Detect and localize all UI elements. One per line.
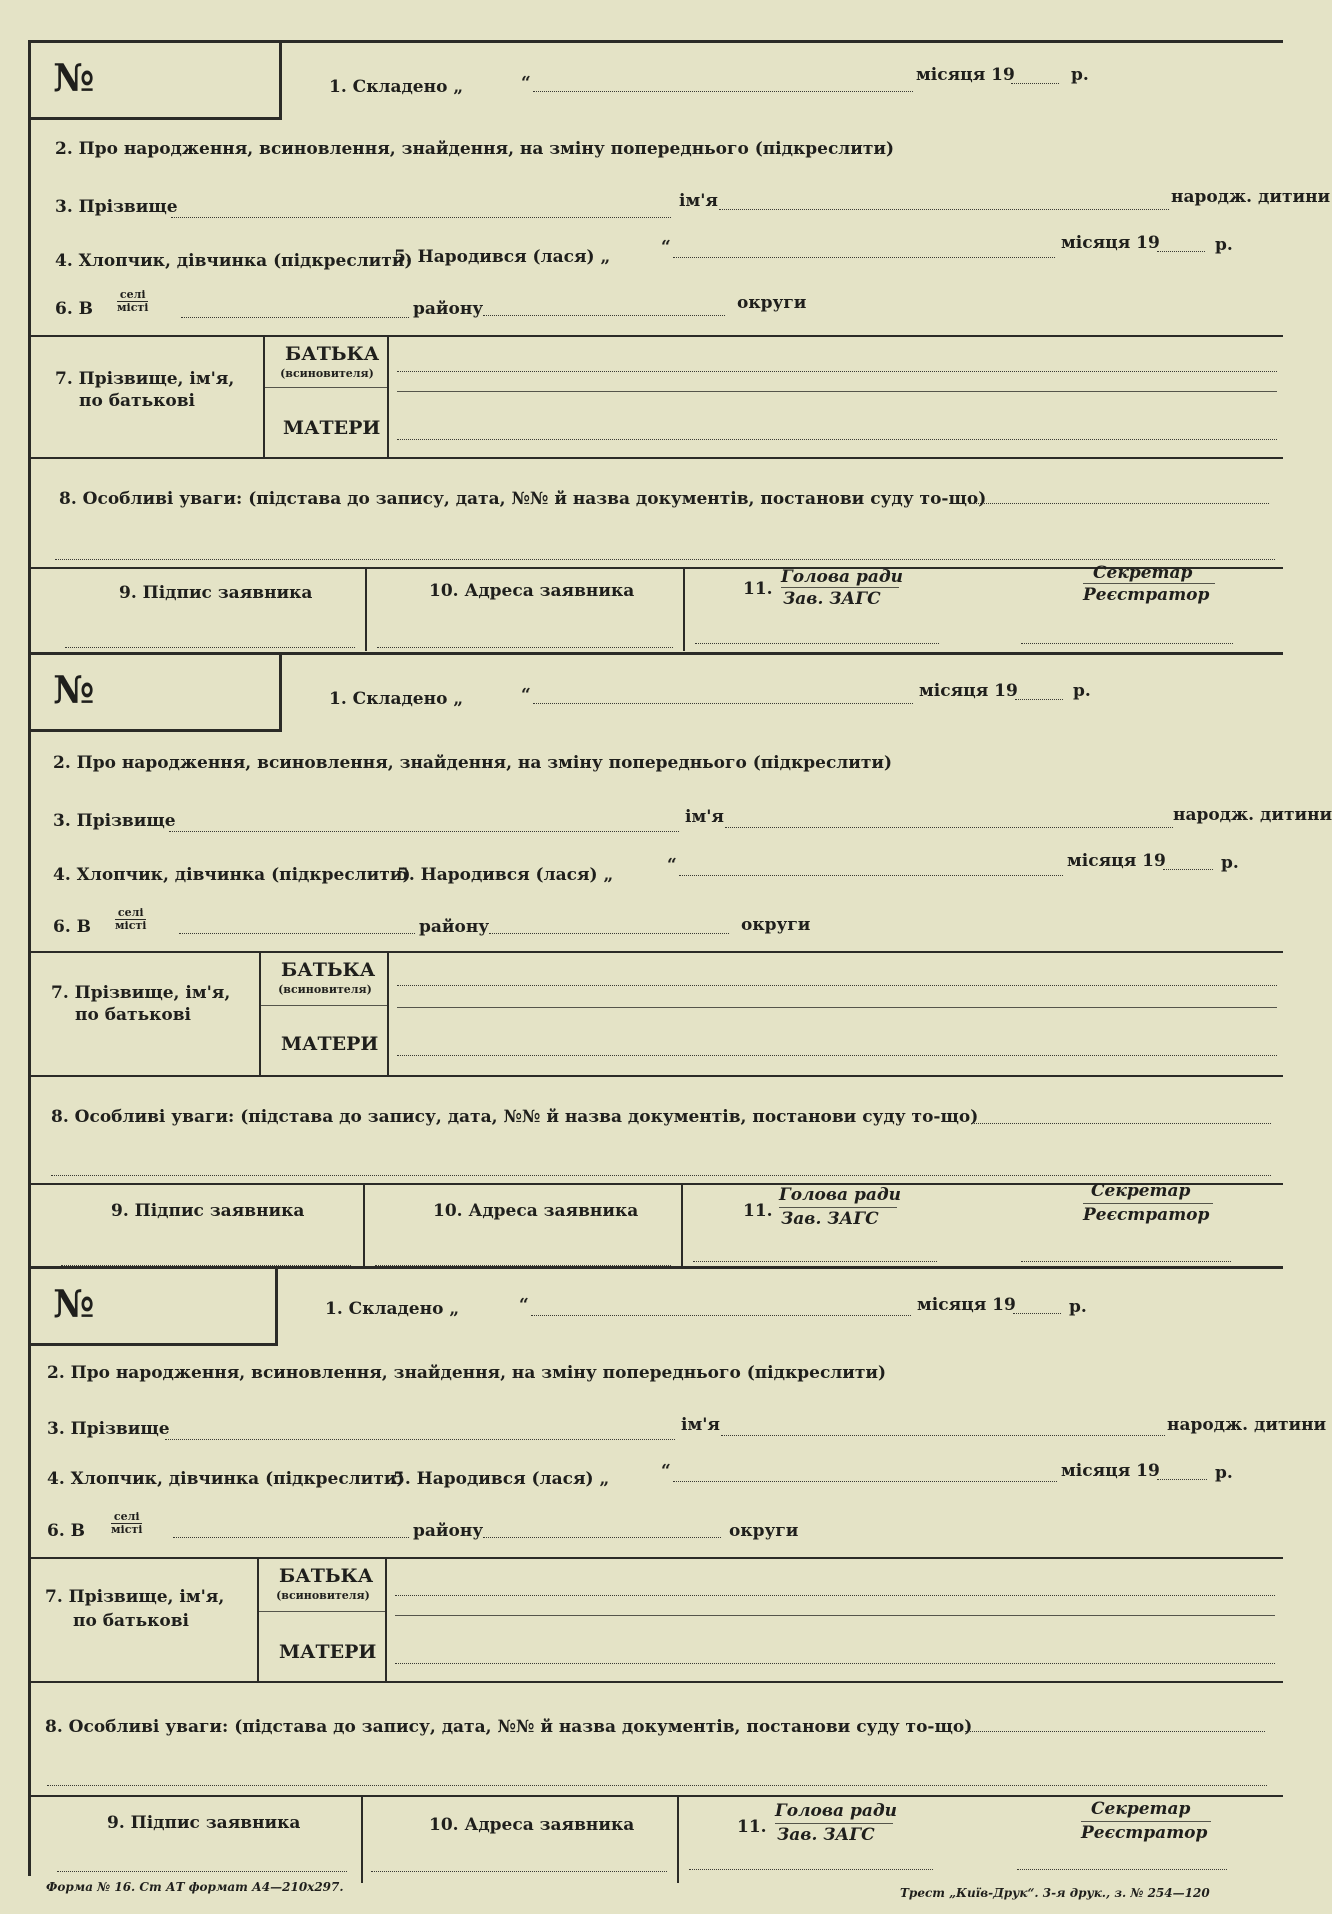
- head-signature-line[interactable]: [695, 643, 939, 644]
- field-3-surname-label: 3. Прізвище: [47, 1419, 170, 1439]
- field-1-label: 1. Складено „: [329, 689, 464, 709]
- year-label: р.: [1073, 681, 1091, 701]
- village-town-fraction: [117, 289, 148, 314]
- month-label: місяця 19: [919, 681, 1018, 701]
- month-label: місяця 19: [916, 65, 1015, 85]
- field-4-label: 4. Хлопчик, дівчинка (підкреслити): [55, 251, 413, 271]
- month-label: місяця 19: [917, 1295, 1016, 1315]
- village-label: селі: [115, 907, 146, 920]
- head-label: Голова ради: [779, 1185, 902, 1205]
- registrar-label: Реєстратор: [1081, 1823, 1208, 1843]
- okruha-label: округи: [741, 915, 811, 935]
- district-line[interactable]: [483, 315, 725, 316]
- divider: [265, 387, 387, 388]
- surname-line[interactable]: [169, 831, 679, 832]
- district-label: району: [419, 917, 490, 937]
- form-number-footer: Форма № 16. Ст АТ формат А4—210х297.: [46, 1880, 344, 1894]
- field-4-label: 4. Хлопчик, дівчинка (підкреслити): [53, 865, 411, 885]
- quote-open: “: [661, 237, 671, 257]
- village-label: селі: [111, 1511, 142, 1524]
- registrar-label: Реєстратор: [1083, 585, 1210, 605]
- district-label: району: [413, 299, 484, 319]
- number-sign: №: [53, 1281, 95, 1326]
- field-8-label: 8. Особливі уваги: (підстава до запису, дата, №№ й назва документів, постанови суду то-що): [45, 1717, 973, 1737]
- field-7-label-line2: по батькові: [75, 1005, 192, 1025]
- field-7-label-line1: 7. Прізвище, ім'я,: [51, 983, 231, 1003]
- address-line[interactable]: [377, 647, 673, 648]
- divider: [263, 335, 265, 457]
- divider: [261, 1005, 387, 1006]
- divider: [779, 1207, 897, 1208]
- birth-registration-sheet: [28, 40, 1332, 1876]
- year-label: р.: [1215, 1463, 1233, 1483]
- name-line[interactable]: [721, 1435, 1165, 1436]
- month-label: місяця 19: [1061, 233, 1160, 253]
- birth-date-line[interactable]: [679, 875, 1063, 876]
- divider: [31, 951, 1283, 953]
- month-label: місяця 19: [1067, 851, 1166, 871]
- secretary-label: Секретар: [1093, 563, 1193, 583]
- father-line[interactable]: [397, 371, 1277, 372]
- mother-label: МАТЕРИ: [281, 1033, 379, 1055]
- divider: [257, 1557, 259, 1681]
- birth-year-line[interactable]: [1163, 869, 1213, 870]
- mother-label: МАТЕРИ: [279, 1641, 377, 1663]
- mother-line[interactable]: [397, 439, 1277, 440]
- field-2-label: 2. Про народження, всиновлення, знайдення, на зміну попереднього (підкреслити): [53, 753, 893, 773]
- secretary-signature-line[interactable]: [1017, 1869, 1227, 1870]
- divider: [677, 1795, 679, 1883]
- notes-line[interactable]: [971, 1123, 1271, 1124]
- father-label: БАТЬКА: [279, 1565, 374, 1587]
- divider: [781, 587, 899, 588]
- record-number-box: [31, 1269, 278, 1346]
- field-3-name-label: ім'я: [679, 191, 718, 211]
- number-sign: №: [53, 55, 95, 100]
- divider: [31, 1075, 1283, 1077]
- quote-open: “: [661, 1461, 671, 1481]
- place-line[interactable]: [173, 1537, 409, 1538]
- name-line[interactable]: [719, 209, 1169, 210]
- field-1-label: 1. Складено „: [325, 1299, 460, 1319]
- field-11-label: 11.: [743, 1201, 773, 1221]
- field-1-label: 1. Складено „: [329, 77, 464, 97]
- notes-line[interactable]: [965, 1731, 1265, 1732]
- field-11-label: 11.: [743, 579, 773, 599]
- divider: [683, 567, 685, 651]
- record-3: [31, 1266, 1327, 1845]
- divider: [397, 1007, 1277, 1008]
- place-line[interactable]: [179, 933, 415, 934]
- divider: [31, 1795, 1283, 1797]
- divider: [387, 951, 389, 1075]
- field-5-label: 5. Народився (лася) „: [393, 1469, 610, 1489]
- head-signature-line[interactable]: [693, 1261, 937, 1262]
- address-line[interactable]: [371, 1871, 667, 1872]
- secretary-signature-line[interactable]: [1021, 1261, 1231, 1262]
- quote-open: “: [521, 73, 531, 93]
- divider: [31, 335, 1283, 337]
- field-6-in-label: 6. В: [53, 917, 92, 937]
- field-3-born-label: народж. дитини: [1167, 1415, 1327, 1435]
- year-line[interactable]: [1015, 699, 1063, 700]
- father-sub-label: (всиновителя): [280, 367, 374, 380]
- quote-open: “: [667, 855, 677, 875]
- divider: [385, 1557, 387, 1681]
- notes-line-2[interactable]: [55, 559, 1275, 560]
- divider: [1081, 1821, 1211, 1822]
- field-7-label-line1: 7. Прізвище, ім'я,: [45, 1587, 225, 1607]
- field-3-born-label: народж. дитини: [1171, 187, 1331, 207]
- field-10-label: 10. Адреса заявника: [433, 1201, 639, 1221]
- notes-line-2[interactable]: [51, 1175, 1271, 1176]
- father-sub-label: (всиновителя): [276, 1589, 370, 1602]
- year-line[interactable]: [1011, 83, 1059, 84]
- head-label: Голова ради: [775, 1801, 898, 1821]
- father-line[interactable]: [395, 1595, 1275, 1596]
- record-2: [31, 652, 1332, 1229]
- year-label: р.: [1221, 853, 1239, 873]
- zags-label: Зав. ЗАГС: [781, 1209, 879, 1229]
- field-9-label: 9. Підпис заявника: [119, 583, 313, 603]
- field-3-surname-label: 3. Прізвище: [55, 197, 178, 217]
- district-label: району: [413, 1521, 484, 1541]
- field-3-name-label: ім'я: [681, 1415, 720, 1435]
- divider: [1083, 583, 1215, 584]
- notes-line-2[interactable]: [47, 1785, 1267, 1786]
- secretary-label: Секретар: [1091, 1181, 1191, 1201]
- signature-line[interactable]: [57, 1871, 347, 1872]
- divider: [361, 1795, 363, 1883]
- year-label: р.: [1069, 1297, 1087, 1317]
- field-4-label: 4. Хлопчик, дівчинка (підкреслити): [47, 1469, 405, 1489]
- field-8-label: 8. Особливі уваги: (підстава до запису, дата, №№ й назва документів, постанови суду то-що): [51, 1107, 979, 1127]
- village-label: селі: [117, 289, 148, 302]
- field-3-surname-label: 3. Прізвище: [53, 811, 176, 831]
- zags-label: Зав. ЗАГС: [777, 1825, 875, 1845]
- birth-year-line[interactable]: [1157, 1479, 1207, 1480]
- divider: [387, 335, 389, 457]
- date-line[interactable]: [531, 1315, 911, 1316]
- divider: [365, 567, 367, 651]
- year-label: р.: [1215, 235, 1233, 255]
- town-label: місті: [115, 919, 147, 932]
- field-7-label-line1: 7. Прізвище, ім'я,: [55, 369, 235, 389]
- date-line[interactable]: [533, 703, 913, 704]
- field-9-label: 9. Підпис заявника: [111, 1201, 305, 1221]
- mother-line[interactable]: [395, 1663, 1275, 1664]
- field-10-label: 10. Адреса заявника: [429, 1815, 635, 1835]
- divider: [31, 1557, 1283, 1559]
- father-sub-label: (всиновителя): [278, 983, 372, 996]
- field-3-name-label: ім'я: [685, 807, 724, 827]
- divider: [395, 1615, 1275, 1616]
- okruha-label: округи: [729, 1521, 799, 1541]
- notes-line[interactable]: [969, 503, 1269, 504]
- divider: [259, 1611, 385, 1612]
- year-line[interactable]: [1013, 1313, 1061, 1314]
- field-10-label: 10. Адреса заявника: [429, 581, 635, 601]
- quote-open: “: [519, 1295, 529, 1315]
- record-1: [31, 40, 1331, 609]
- field-7-label-line2: по батькові: [73, 1611, 190, 1631]
- field-2-label: 2. Про народження, всиновлення, знайдення, на зміну попереднього (підкреслити): [55, 139, 895, 159]
- mother-label: МАТЕРИ: [283, 417, 381, 439]
- record-number-box: [31, 655, 282, 732]
- field-5-label: 5. Народився (лася) „: [394, 247, 611, 267]
- month-label: місяця 19: [1061, 1461, 1160, 1481]
- divider: [31, 1681, 1283, 1683]
- field-7-label-line2: по батькові: [79, 391, 196, 411]
- surname-line[interactable]: [171, 217, 671, 218]
- field-6-in-label: 6. В: [47, 1521, 86, 1541]
- printer-footer: Трест „Київ-Друк“. 3-я друк., з. № 254—120: [900, 1886, 1210, 1900]
- district-line[interactable]: [489, 933, 729, 934]
- divider: [681, 1183, 683, 1269]
- field-6-in-label: 6. В: [55, 299, 94, 319]
- village-town-fraction: [115, 907, 146, 932]
- record-number-box: [31, 43, 282, 120]
- registrar-label: Реєстратор: [1083, 1205, 1210, 1225]
- number-sign: №: [53, 667, 95, 712]
- town-label: місті: [111, 1523, 143, 1536]
- divider: [31, 457, 1283, 459]
- father-label: БАТЬКА: [285, 343, 380, 365]
- father-label: БАТЬКА: [281, 959, 376, 981]
- birth-year-line[interactable]: [1157, 251, 1205, 252]
- secretary-label: Секретар: [1091, 1799, 1191, 1819]
- surname-line[interactable]: [165, 1439, 675, 1440]
- zags-label: Зав. ЗАГС: [783, 589, 881, 609]
- okruha-label: округи: [737, 293, 807, 313]
- name-line[interactable]: [725, 827, 1173, 828]
- head-signature-line[interactable]: [689, 1869, 933, 1870]
- divider: [363, 1183, 365, 1269]
- field-5-label: 5. Народився (лася) „: [397, 865, 614, 885]
- town-label: місті: [117, 301, 149, 314]
- village-town-fraction: [111, 1511, 142, 1536]
- divider: [775, 1823, 893, 1824]
- father-line[interactable]: [397, 985, 1277, 986]
- field-3-born-label: народж. дитини: [1173, 805, 1332, 825]
- quote-open: “: [521, 685, 531, 705]
- date-line[interactable]: [533, 91, 913, 92]
- field-9-label: 9. Підпис заявника: [107, 1813, 301, 1833]
- signature-line[interactable]: [65, 647, 355, 648]
- divider: [397, 391, 1277, 392]
- mother-line[interactable]: [397, 1055, 1277, 1056]
- birth-date-line[interactable]: [673, 257, 1055, 258]
- field-2-label: 2. Про народження, всиновлення, знайдення, на зміну попереднього (підкреслити): [47, 1363, 887, 1383]
- head-label: Голова ради: [781, 567, 904, 587]
- secretary-signature-line[interactable]: [1021, 643, 1233, 644]
- divider: [259, 951, 261, 1075]
- field-11-label: 11.: [737, 1817, 767, 1837]
- place-line[interactable]: [181, 317, 409, 318]
- divider: [1083, 1203, 1213, 1204]
- field-8-label: 8. Особливі уваги: (підстава до запису, дата, №№ й назва документів, постанови суду то-що): [59, 489, 987, 509]
- district-line[interactable]: [483, 1537, 721, 1538]
- birth-date-line[interactable]: [673, 1481, 1057, 1482]
- year-label: р.: [1071, 65, 1089, 85]
